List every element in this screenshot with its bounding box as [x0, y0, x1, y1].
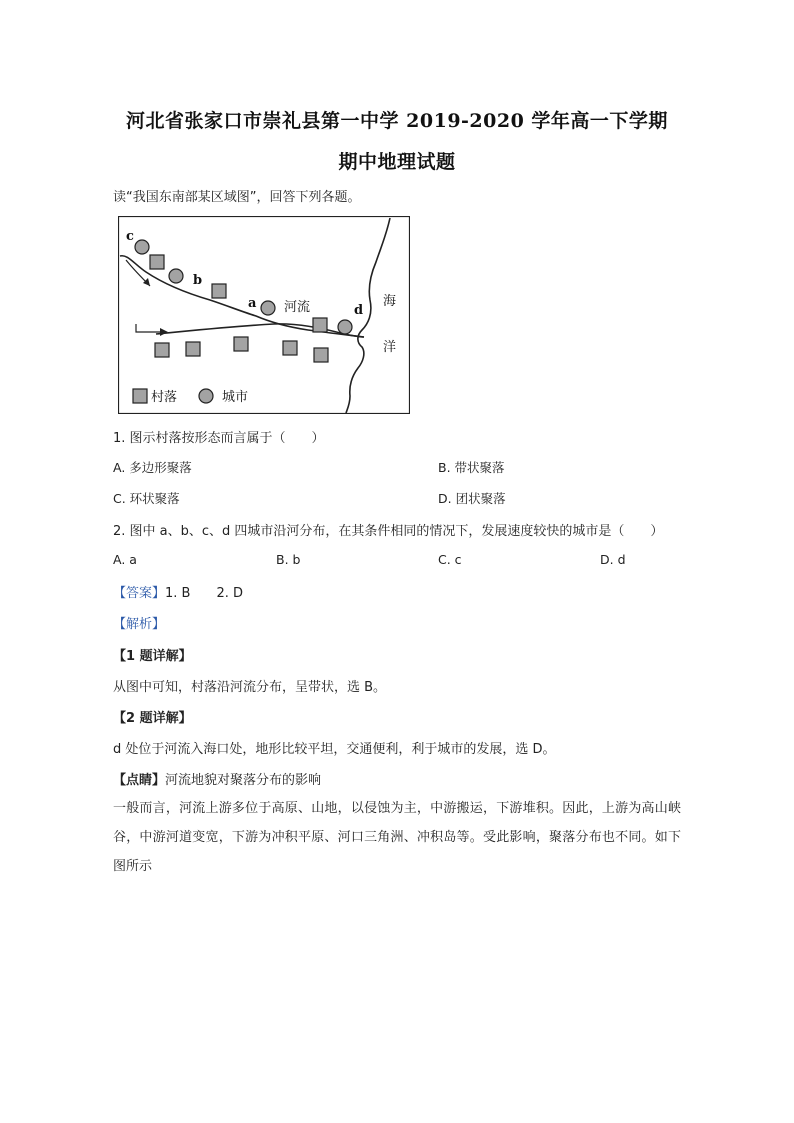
city-b-label: b: [193, 273, 203, 288]
analysis-label: 【解析】: [113, 617, 166, 632]
legend-city-symbol: [199, 389, 213, 403]
village-marker: [283, 341, 297, 355]
village-marker: [234, 337, 248, 351]
river-label: 河流: [284, 300, 311, 315]
question-1-option-a: A. 多边形聚落: [113, 460, 192, 475]
question-1: [113, 427, 325, 446]
intro-text: 读“我国东南部某区域图”，回答下列各题。: [113, 190, 361, 205]
village-marker: [212, 284, 226, 298]
city-a-label: a: [248, 296, 257, 311]
question-1-text: 图示村落按形态而言属于（ ）: [129, 431, 325, 446]
village-marker: [155, 343, 169, 357]
document-title-line-2: 期中地理试题: [338, 151, 456, 173]
question-2-option-b: B. b: [276, 552, 301, 567]
question-1-option-b: B. 带状聚落: [438, 460, 505, 475]
region-map-figure: [118, 216, 410, 418]
question-2-option-d: D. d: [600, 552, 626, 567]
village-marker: [150, 255, 164, 269]
city-c-marker: [135, 240, 149, 254]
answer-text: 1. B 2. D: [165, 586, 244, 601]
question-2: [113, 520, 663, 539]
village-marker: [314, 348, 328, 362]
sea-label-top: 海: [383, 294, 397, 309]
q2-detail-text: d 处位于河流入海口处，地形比较平坦，交通便利，利于城市的发展，选 D。: [113, 742, 556, 757]
question-2-number: 2.: [113, 524, 126, 539]
q1-detail-label: 【1 题详解】: [113, 649, 192, 664]
tip-text: 河流地貌对聚落分布的影响: [165, 773, 322, 788]
village-marker: [186, 342, 200, 356]
region-map: [118, 216, 410, 414]
legend-city-label: 城市: [222, 390, 249, 405]
city-d-label: d: [354, 303, 364, 318]
question-1-option-d: D. 团状聚落: [438, 491, 506, 506]
question-1-number: 1.: [113, 431, 126, 446]
q1-detail-text: 从图中可知，村落沿河流分布，呈带状，选 B。: [113, 680, 387, 695]
question-1-option-c: C. 环状聚落: [113, 491, 180, 506]
question-2-option-c: C. c: [438, 552, 462, 567]
legend-village-label: 村落: [151, 390, 178, 405]
city-b-marker: [169, 269, 183, 283]
map-border: [119, 217, 410, 414]
tip-line: [113, 769, 321, 788]
answer-label: 【答案】: [113, 586, 166, 601]
question-2-option-a: A. a: [113, 552, 137, 567]
village-marker: [313, 318, 327, 332]
sea-label-bottom: 洋: [383, 340, 397, 355]
question-2-text: 图中 a、b、c、d 四城市沿河分布，在其条件相同的情况下，发展速度较快的城市是（ ）: [129, 524, 664, 539]
legend-village-symbol: [133, 389, 147, 403]
city-d-marker: [338, 320, 352, 334]
city-c-label: c: [126, 229, 134, 244]
answer-line: [113, 582, 243, 601]
closing-paragraph: 一般而言，河流上游多位于高原、山地，以侵蚀为主，中游搬运，下游堆积。因此，上游为高山峡谷，中游河道变宽，下游为冲积平原、河口三角洲、冲积岛等。受此影响，聚落分布也不同。如下图所示: [113, 801, 681, 874]
q2-detail-label: 【2 题详解】: [113, 711, 192, 726]
city-a-marker: [261, 301, 275, 315]
document-title-line-1: 河北省张家口市崇礼县第一中学 2019-2020 学年高一下学期: [126, 110, 668, 132]
tip-label: 【点睛】: [113, 773, 166, 788]
